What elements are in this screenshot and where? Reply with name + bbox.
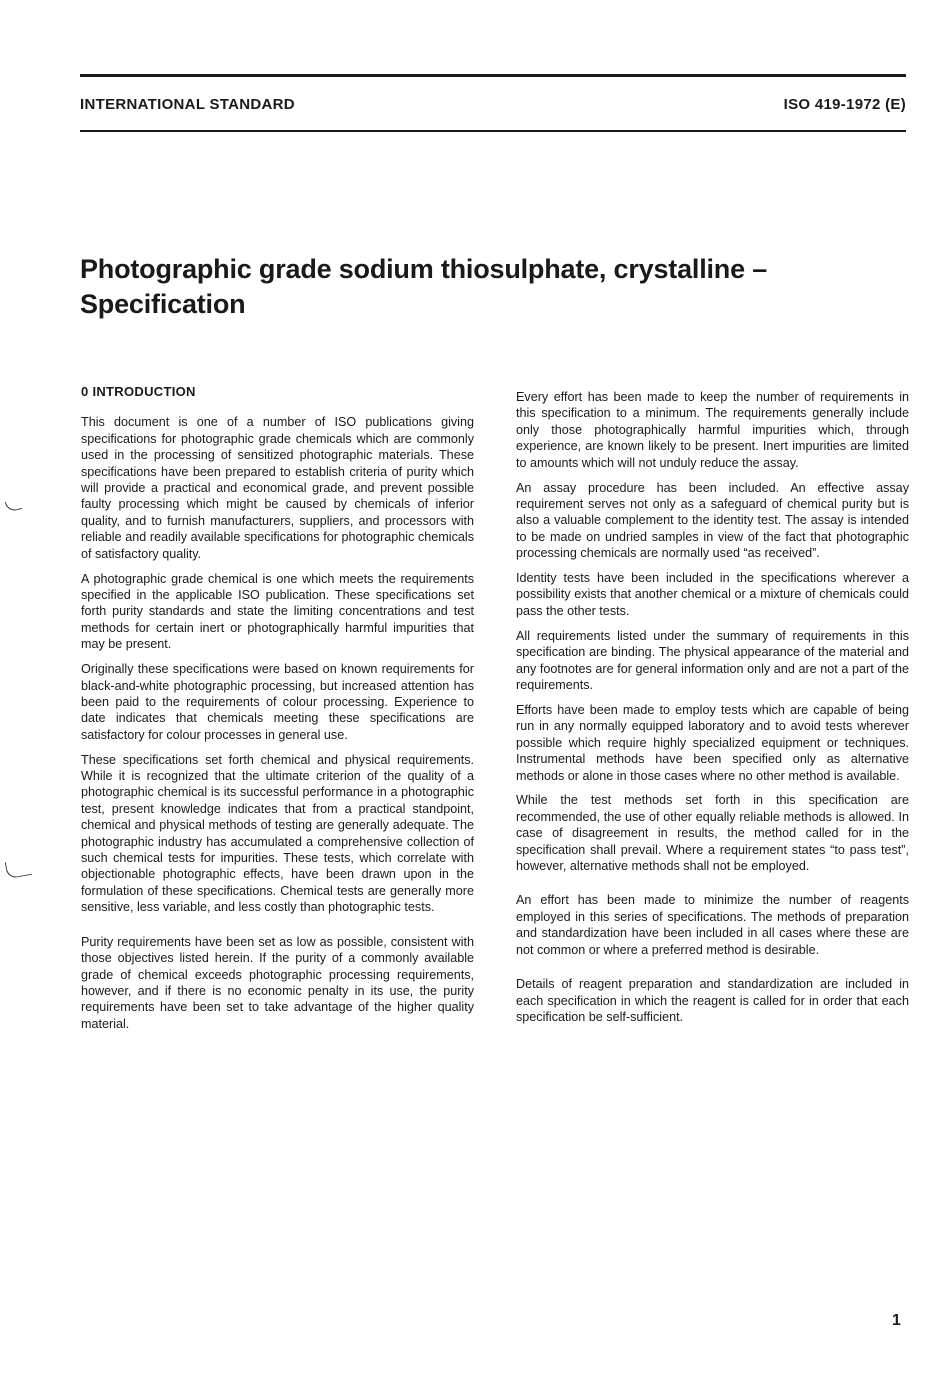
paragraph: An effort has been made to minimize the number of reagents employed in this series of specifications. The methods of preparation and standardization have been included in all cases where these are not common or where a preferred method is desirable. — [516, 893, 909, 957]
margin-scan-mark — [5, 858, 33, 879]
document-title — [80, 252, 900, 322]
paragraph: Purity requirements have been set as low as possible, consistent with those objectives listed herein. If the purity of a commonly available grade of chemical exceeds photographic processing requirements, however, and if there is no economic penalty in its use, the purity requirements have been set to take advantage of the higher quality material. — [81, 934, 474, 1031]
header-bottom-rule — [80, 130, 906, 132]
paragraph: Every effort has been made to keep the number of requirements in this specification to a minimum. The requirements generally include only those photographically harmful impurities which, through experience, are known likely to be present. Inert impurities are limited to amounts which will not unduly reduce the assay. — [516, 390, 909, 470]
document-type-label: INTERNATIONAL STANDARD — [80, 96, 295, 113]
right-column — [516, 389, 909, 1034]
paragraph: Details of reagent preparation and standardization are included in each specification in which the reagent is called for in order that each specification be self-sufficient. — [516, 977, 909, 1024]
paragraph: While the test methods set forth in this specification are recommended, the use of other equally reliable methods is allowed. In case of disagreement in results, the method called for in the specification shall prevail. Where a requirement states “to pass test”, however, alternative methods shall not be employed. — [516, 793, 909, 874]
paragraph: All requirements listed under the summary of requirements in this specification are binding. The physical appearance of the material and any footnotes are for general information only and are not a part of the requirements. — [516, 628, 909, 692]
header-top-rule — [80, 74, 906, 77]
paragraph: An assay procedure has been included. An effective assay requirement serves not only as a safeguard of chemical purity but is also a valuable complement to the identity test. The assay is intended to be made on undried samples in view of the fact that photographic processing chemicals are normally used “as received”. — [516, 480, 909, 561]
paragraph: These specifications set forth chemical and physical requirements. While it is recognized that the ultimate criterion of the quality of a photographic chemical is its successful performance in a photographic test, present knowledge indicates that from a practical standpoint, chemical and physical methods of testing are generally adequate. The photographic industry has accumulated a comprehensive collection of such chemical tests for impurities. These tests, which correlate with objectionable photographic effects, have been drawn upon in the formulation of these specifications. Chemical tests are generally more sensitive, less variable, and less costly than photographic tests. — [81, 752, 474, 915]
title-line-1: Photographic grade sodium thiosulphate, crystalline – — [80, 254, 768, 284]
document-header — [80, 96, 906, 118]
section-heading-introduction: 0 INTRODUCTION — [81, 384, 196, 399]
standard-number: ISO 419-1972 (E) — [783, 96, 906, 113]
title-line-2: Specification — [80, 289, 246, 319]
paragraph: This document is one of a number of ISO publications giving specifications for photographic grade chemicals which are commonly used in the processing of sensitized photographic materials. These specifications have been prepared to establish criteria of purity which will provide a practical and economical grade, and prevent possible faulty processing which might be caused by chemicals of inferior quality, and to furnish manufacturers, suppliers, and processors with reliable and readily available specifications for photographic chemicals of satisfactory quality. — [81, 415, 474, 561]
page-number: 1 — [892, 1312, 901, 1329]
margin-scan-mark — [5, 498, 22, 513]
paragraph: A photographic grade chemical is one which meets the requirements specified in the applicable ISO publication. These specifications set forth purity standards and state the limiting concentrations and test methods for certain inert or photographically harmful impurities that may be present. — [81, 571, 474, 652]
paragraph: Identity tests have been included in the specifications wherever a possibility exists that another chemical or a mixture of chemicals could pass the other tests. — [516, 571, 909, 618]
paragraph: Originally these specifications were based on known requirements for black-and-white photographic processing, but increased attention has been paid to the requirements of colour processing. Experience to date indicates that chemicals meeting these specifications are satisfactory for colour processes in general use. — [81, 662, 474, 742]
paragraph: Efforts have been made to employ tests which are capable of being run in any normally equipped laboratory and to avoid tests wherever possible which require highly specialized equipment or techniques. Instrumental methods have been specified only as alternative methods or alone in those cases where no other method is available. — [516, 702, 909, 783]
left-column — [81, 384, 474, 1041]
